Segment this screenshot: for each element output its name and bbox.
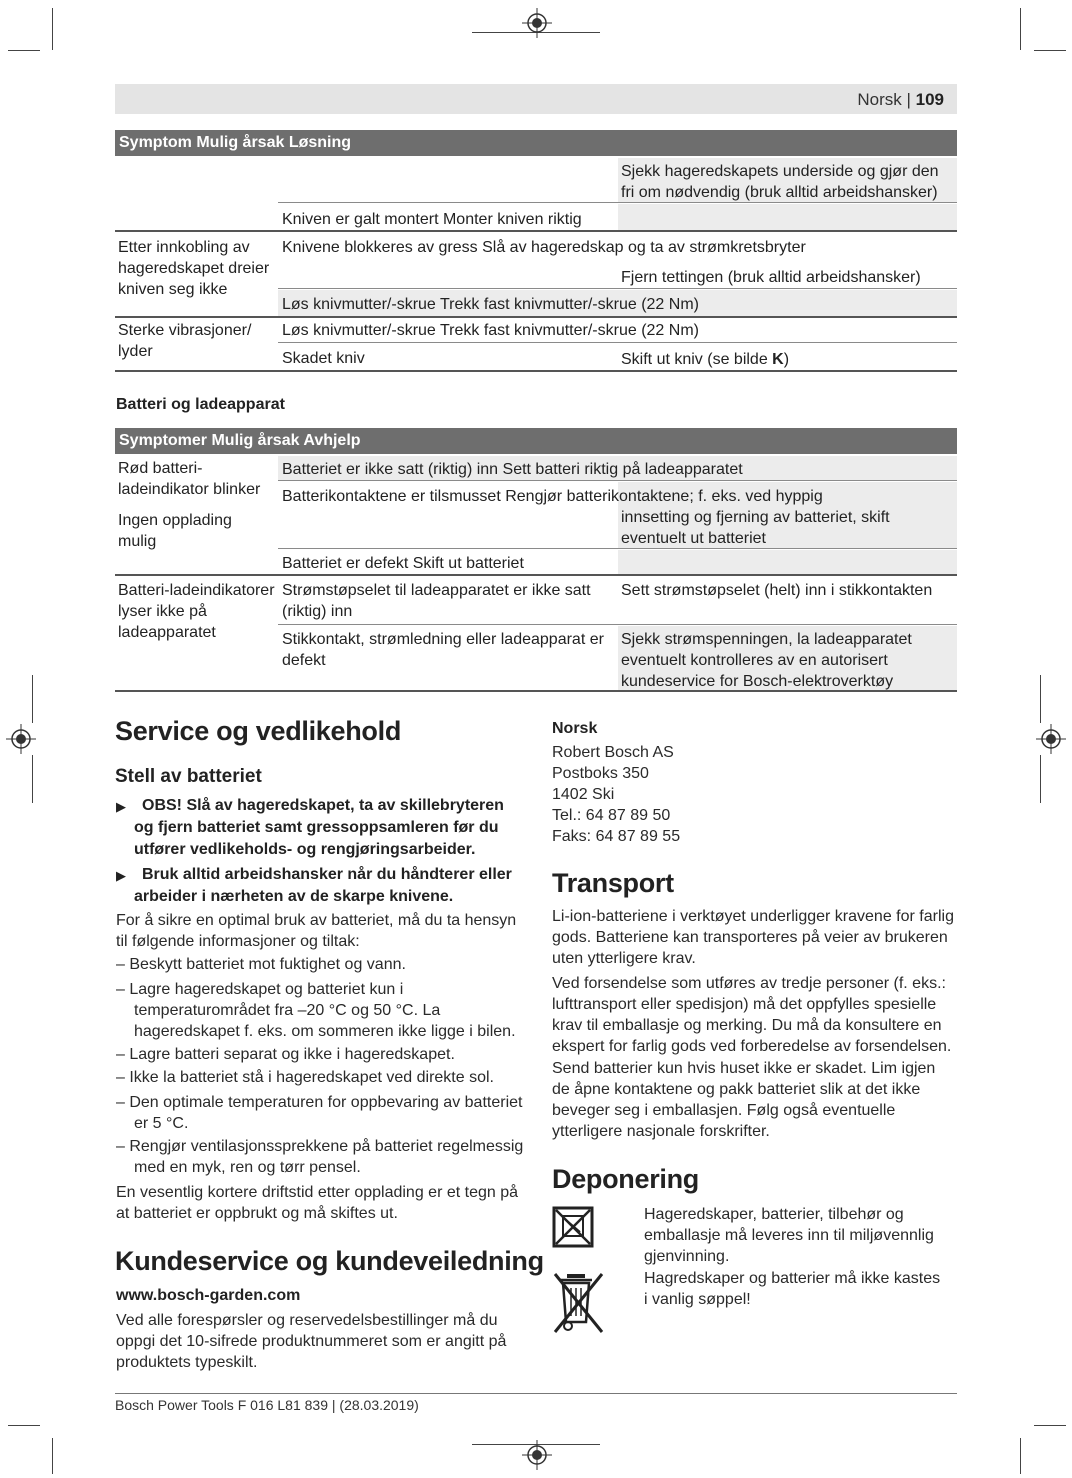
- table-cell: Sjekk strømspenningen, la ladeapparatet eventuelt kontrolleres av en autorisert kundeservice for Bosch-elektroverktøy: [621, 631, 912, 690]
- table-cell-text: Skift ut kniv (se bilde: [621, 351, 773, 368]
- table-cell: Sett strømstøpselet (helt) inn i stikkontakten: [621, 582, 933, 599]
- crop-mark: [8, 50, 40, 51]
- table-rule: [278, 288, 957, 289]
- footer-rule: [115, 1393, 957, 1394]
- registration-mark-icon: [522, 8, 552, 38]
- list-item: – Rengjør ventilasjonssprekkene på batteriet regelmessig med en myk, ren og tørr pensel.: [116, 1138, 524, 1176]
- fax-number: Faks: 64 87 89 55: [552, 828, 681, 845]
- address-line: 1402 Ski: [552, 786, 615, 803]
- paragraph: Ved forsendelse som utføres av tredje personer (f. eks.: lufttransport eller spedisjon) må det oppfylles spesielle krav til emballasje og merking. Du må da konsultere en ekspert for farlig gods ved forberedelse av forsendelsen.: [552, 975, 952, 1055]
- address-line: Robert Bosch AS: [552, 744, 674, 761]
- list-item: – Beskytt batteriet mot fuktighet og vann.: [116, 956, 406, 973]
- subsection-heading: Stell av batteriet: [115, 766, 262, 787]
- warning-text: Bruk alltid arbeidshansker når du håndterer eller arbeider i nærheten av de skarpe knivene.: [134, 866, 512, 905]
- address-line: Postboks 350: [552, 765, 649, 782]
- table-cell: Batteriet er ikke satt (riktig) inn Sett batteri riktig på ladeapparatet: [282, 461, 743, 478]
- warning-text: OBS! Slå av hageredskapet, ta av skillebryteren og fjern batteriet samt gressoppsamleren før du utfører vedlikeholds- og rengjøringsarbeider.: [134, 797, 504, 858]
- list-item: – Den optimale temperaturen for oppbevaring av batteriet er 5 °C.: [116, 1094, 523, 1132]
- crop-mark: [52, 8, 53, 50]
- list-item: – Ikke la batteriet stå i hageredskapet ved direkte sol.: [116, 1069, 494, 1086]
- section-title: Batteri og ladeapparat: [116, 396, 285, 413]
- crop-mark: [1040, 675, 1041, 723]
- table-rule: [278, 202, 957, 203]
- country-label: Norsk: [552, 720, 598, 737]
- page-label: Norsk | 109: [857, 90, 944, 109]
- table-cell: Fjern tettingen (bruk alltid arbeidshansker): [621, 269, 921, 286]
- table-cell-shade: [618, 204, 957, 230]
- crop-mark: [1034, 1425, 1066, 1426]
- table-cell: Kniven er galt montert Monter kniven riktig: [282, 211, 582, 228]
- table2-header: Symptomer Mulig årsak Avhjelp: [115, 428, 957, 454]
- section-heading: Kundeservice og kundeveiledning: [115, 1246, 544, 1276]
- table-cell: Løs knivmutter/-skrue Trekk fast knivmutter/-skrue (22 Nm): [282, 296, 699, 313]
- table-rule: [278, 342, 957, 343]
- list-item: – Lagre batteri separat og ikke i hageredskapet.: [116, 1046, 455, 1063]
- table-cell: Løs knivmutter/-skrue Trekk fast knivmutter/-skrue (22 Nm): [282, 322, 699, 339]
- crop-mark: [32, 755, 33, 803]
- paragraph: Send batterier kun hvis huset ikke er skadet. Lim igjen de åpne kontaktene og pakk batteriet slik at det ikke beveger seg i emballasjen. Følg også eventuelle ytterligere nasjonale forskrifter.: [552, 1060, 936, 1140]
- table-cell: Rød batteri- ladeindikator blinker: [118, 460, 261, 498]
- table-rule: [278, 548, 957, 549]
- table-rule: [278, 624, 957, 625]
- table-rule: [115, 370, 957, 372]
- table-cell: Stikkontakt, strømledning eller ladeapparat er defekt: [282, 631, 604, 669]
- table-cell-text: ): [783, 351, 790, 368]
- registration-mark-icon: [522, 1440, 552, 1470]
- table-rule: [115, 690, 957, 692]
- table-cell: Skadet kniv: [282, 350, 365, 367]
- paragraph: Li-ion-batteriene i verktøyet underligger kravene for farlig gods. Batteriene kan transporteres på veier av brukeren uten ytterligere krav.: [552, 908, 954, 967]
- section-heading: Service og vedlikehold: [115, 716, 402, 746]
- paragraph: Ved alle forespørsler og reservedelsbestillinger må du oppgi det 10-sifrede produktnummeret som er angitt på produktets typeskilt.: [116, 1312, 507, 1371]
- table-cell: Etter innkobling av hageredskapet dreier kniven seg ikke: [118, 239, 270, 298]
- table-rule: [278, 480, 957, 481]
- table-cell: Ingen opplading mulig: [118, 512, 232, 550]
- section-heading: Transport: [552, 868, 674, 898]
- table-cell: Sterke vibrasjoner/ lyder: [118, 322, 252, 360]
- table-cell: Sjekk hageredskapets underside og gjør den fri om nødvendig (bruk alltid arbeidshansker): [621, 163, 939, 201]
- paragraph: Hagredskaper og batterier må ikke kastes i vanlig søppel!: [644, 1270, 941, 1308]
- list-item: – Lagre hageredskapet og batteriet kun i temperaturområdet fra –20 °C og 50 °C. La hageredskapet f. eks. om sommeren ikke ligge i bilen.: [116, 981, 516, 1040]
- table-cell: innsetting og fjerning av batteriet, skift eventuelt ut batteriet: [621, 509, 890, 547]
- crop-mark: [1034, 50, 1066, 51]
- crossed-bin-icon: [552, 1270, 608, 1336]
- table-cell: Batteriet er defekt Skift ut batteriet: [282, 555, 524, 572]
- table-rule: [115, 316, 957, 318]
- registration-mark-icon: [6, 724, 36, 754]
- figure-reference: K: [772, 351, 784, 368]
- no-household-waste-icon: [552, 1206, 594, 1248]
- table-cell: [621, 349, 789, 370]
- crop-mark: [32, 675, 33, 723]
- website-link[interactable]: www.bosch-garden.com: [116, 1287, 301, 1304]
- registration-mark-icon: [1036, 724, 1066, 754]
- page-header-bar: [115, 84, 957, 114]
- table-cell: Batteri-ladeindikatorer lyser ikke på ladeapparatet: [118, 582, 275, 641]
- phone-number: Tel.: 64 87 89 50: [552, 807, 671, 824]
- warning-bullet-icon: ▶: [116, 799, 126, 814]
- crop-mark: [1020, 1438, 1021, 1474]
- header-language: Norsk: [857, 90, 902, 109]
- table-cell: Strømstøpselet til ladeapparatet er ikke satt (riktig) inn: [282, 582, 591, 620]
- paragraph: For å sikre en optimal bruk av batteriet, må du ta hensyn til følgende informasjoner og tiltak:: [116, 912, 517, 950]
- table-cell-shade: [618, 550, 957, 574]
- crop-mark: [1020, 8, 1021, 50]
- warning-bullet-icon: ▶: [116, 868, 126, 883]
- table-cell: Batterikontaktene er tilsmusset Rengjør batterikontaktene; f. eks. ved hyppig: [282, 488, 823, 505]
- table1-header: Symptom Mulig årsak Løsning: [115, 130, 957, 156]
- footer-text: Bosch Power Tools F 016 L81 839 | (28.03.2019): [115, 1397, 419, 1413]
- crop-mark: [52, 1438, 53, 1474]
- paragraph: En vesentlig kortere driftstid etter opplading er et tegn på at batteriet er oppbrukt og må skiftes ut.: [116, 1184, 519, 1222]
- section-heading: Deponering: [552, 1164, 700, 1194]
- table-rule: [115, 230, 957, 232]
- table-rule: [115, 574, 957, 576]
- table-cell: Knivene blokkeres av gress Slå av hageredskap og ta av strømkretsbryter: [282, 239, 806, 256]
- page-number: 109: [915, 90, 944, 109]
- paragraph: Hageredskaper, batterier, tilbehør og emballasje må leveres inn til miljøvennlig gjenvinning.: [644, 1206, 934, 1265]
- crop-mark: [1040, 755, 1041, 803]
- crop-mark: [8, 1425, 40, 1426]
